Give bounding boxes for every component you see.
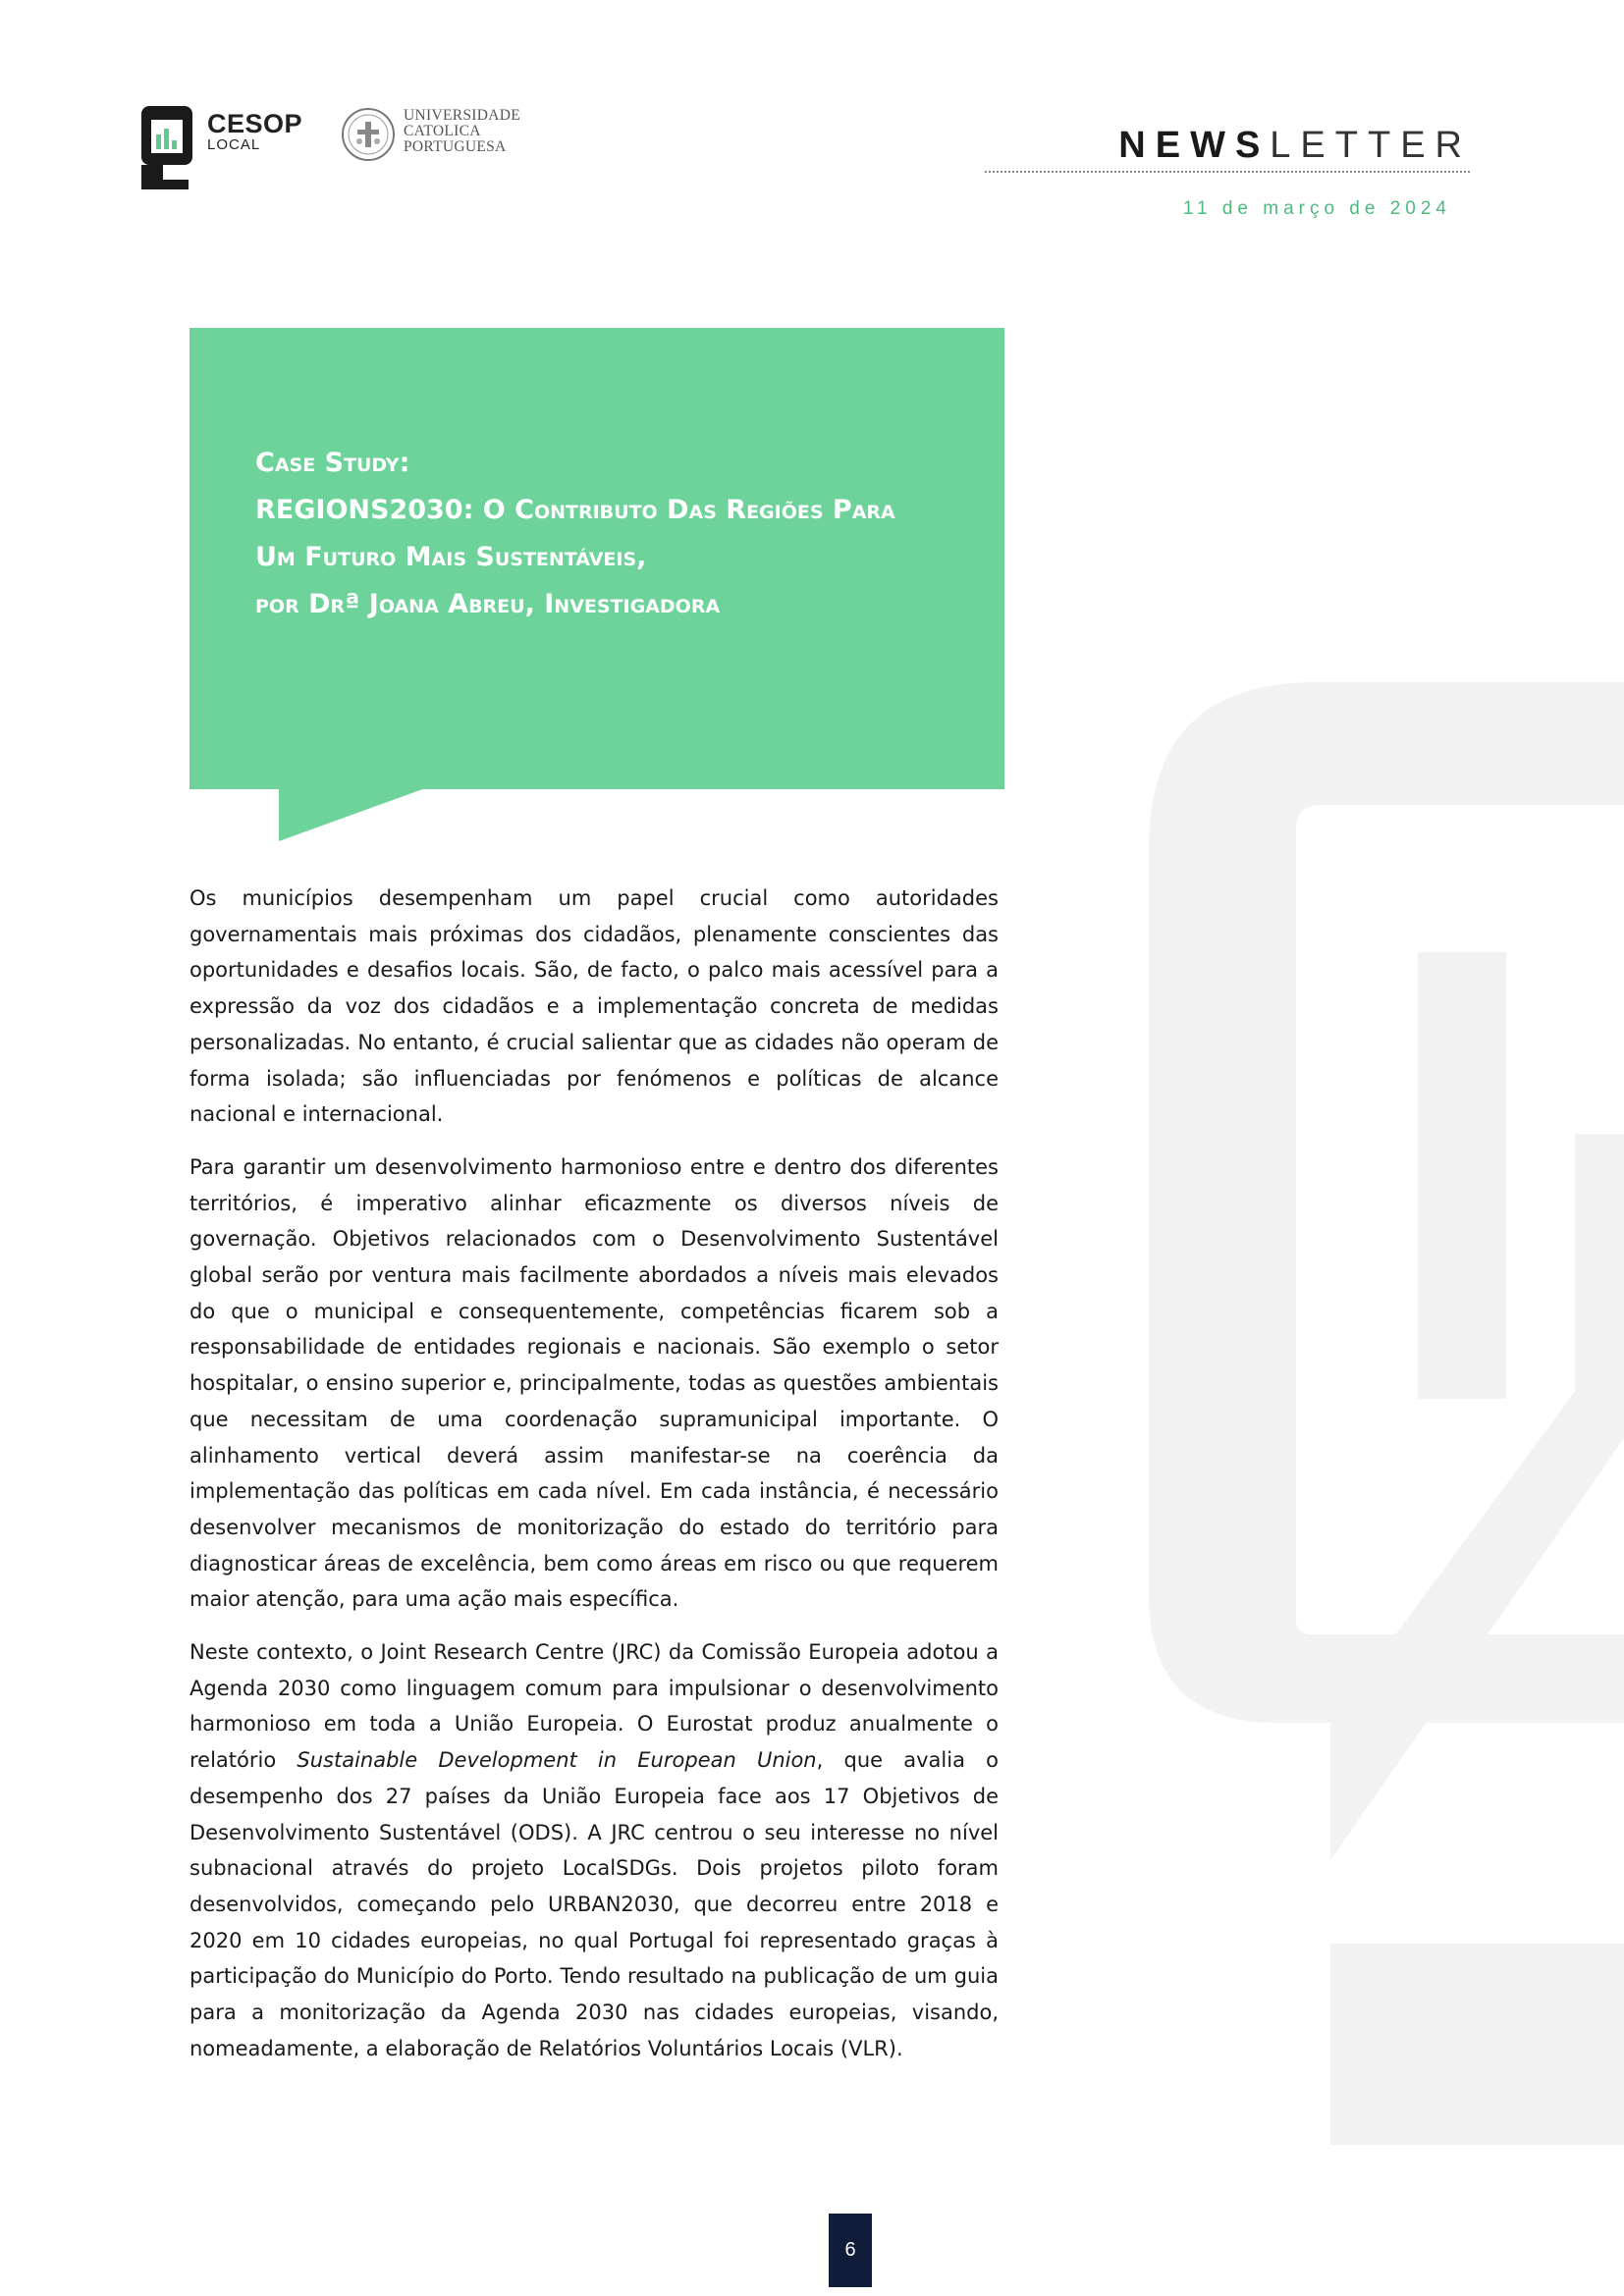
paragraph-text: Neste contexto, o Joint Research Centre (JRC) da Comissão Europeia adotou a Agenda 2030 como linguagem comum para impulsionar o desenvolvimento harmonioso em toda a União Europeia. O Eurostat produz anualmente o relatório xyxy=(189,1640,999,1773)
university-line: CATOLICA xyxy=(404,123,481,139)
header-divider xyxy=(985,171,1470,173)
newsletter-wordmark xyxy=(1118,126,1472,165)
paragraph-text: , que avalia o desempenho dos 27 países da União Europeia face aos 17 Objetivos de Desenvolvimento Sustentável (ODS). A JRC centrou o seu interesse no nível subnacional através do projeto LocalSDGs. Dois projetos piloto foram desenvolvidos, começando pelo URBAN2030, que decorreu entre 2018 e 2020 em 10 cidades europeias, no qual Portugal foi representado graças à participação do Município do Porto. Tendo resultado na publicação de um guia para a monitorização da Agenda 2030 nas cidades europeias, visando, nomeadamente, a elaboração de Relatórios Voluntários Locais (VLR). xyxy=(189,1748,999,2060)
paragraph xyxy=(189,1634,999,2066)
university-seal-icon xyxy=(340,106,397,163)
cesop-wordmark xyxy=(207,110,302,153)
newsletter-light: LETTER xyxy=(1270,125,1472,166)
cesop-watermark-logo xyxy=(1139,682,1624,2145)
university-name xyxy=(404,108,520,155)
article-title xyxy=(255,440,982,628)
title-line: Um Futuro Mais Sustentáveis, xyxy=(255,542,647,572)
university-line: PORTUGUESA xyxy=(404,138,507,155)
report-title: Sustainable Development in European Union xyxy=(297,1748,817,1773)
page-number: 6 xyxy=(829,2214,872,2287)
title-line: Case Study: xyxy=(255,448,410,478)
paragraph: Para garantir um desenvolvimento harmonioso entre e dentro dos diferentes territórios, é imperativo alinhar eficazmente os diversos níveis de governação. Objetivos relacionados com o Desenvolvimento Sustentável global serão por ventura mais facilmente abordados a níveis mais elevados do que o municipal e consequentemente, competências ficarem sob a responsabilidade de entidades regionais e nacionais. São exemplo o setor hospitalar, o ensino superior e, principalmente, todas as questões ambientais que necessitam de uma coordenação supramunicipal importante. O alinhamento vertical deverá assim manifestar-se na coerência da implementação das políticas em cada nível. Em cada instância, é necessário desenvolver mecanismos de monitorização do estado do território para diagnosticar áreas de excelência, bem como áreas em risco ou que requerem maior atenção, para uma ação mais específica. xyxy=(189,1154,999,1612)
newsletter-bold: NEWS xyxy=(1118,125,1271,166)
article-body xyxy=(189,881,999,2084)
paragraph: Os municípios desempenham um papel crucial como autoridades governamentais mais próximas dos cidadãos, plenamente conscientes das oportunidades e desafios locais. São, de facto, o palco mais acessível para a expressão da voz dos cidadãos e a implementação concreta de medidas personalizadas. No entanto, é crucial salientar que as cidades não operam de forma isolada; são influenciadas por fenómenos e políticas de alcance nacional e internacional. xyxy=(189,886,999,1127)
callout-tail xyxy=(279,787,428,841)
university-line: UNIVERSIDADE xyxy=(404,107,520,124)
title-line: REGIONS2030: O Contributo Das Regiões Para xyxy=(255,495,895,525)
cesop-sub: LOCAL xyxy=(207,136,261,153)
title-line: por Drª Joana Abreu, Investigadora xyxy=(255,589,721,619)
cesop-name: CESOP xyxy=(207,109,303,138)
issue-date: 11 de março de 2024 xyxy=(1182,198,1451,219)
